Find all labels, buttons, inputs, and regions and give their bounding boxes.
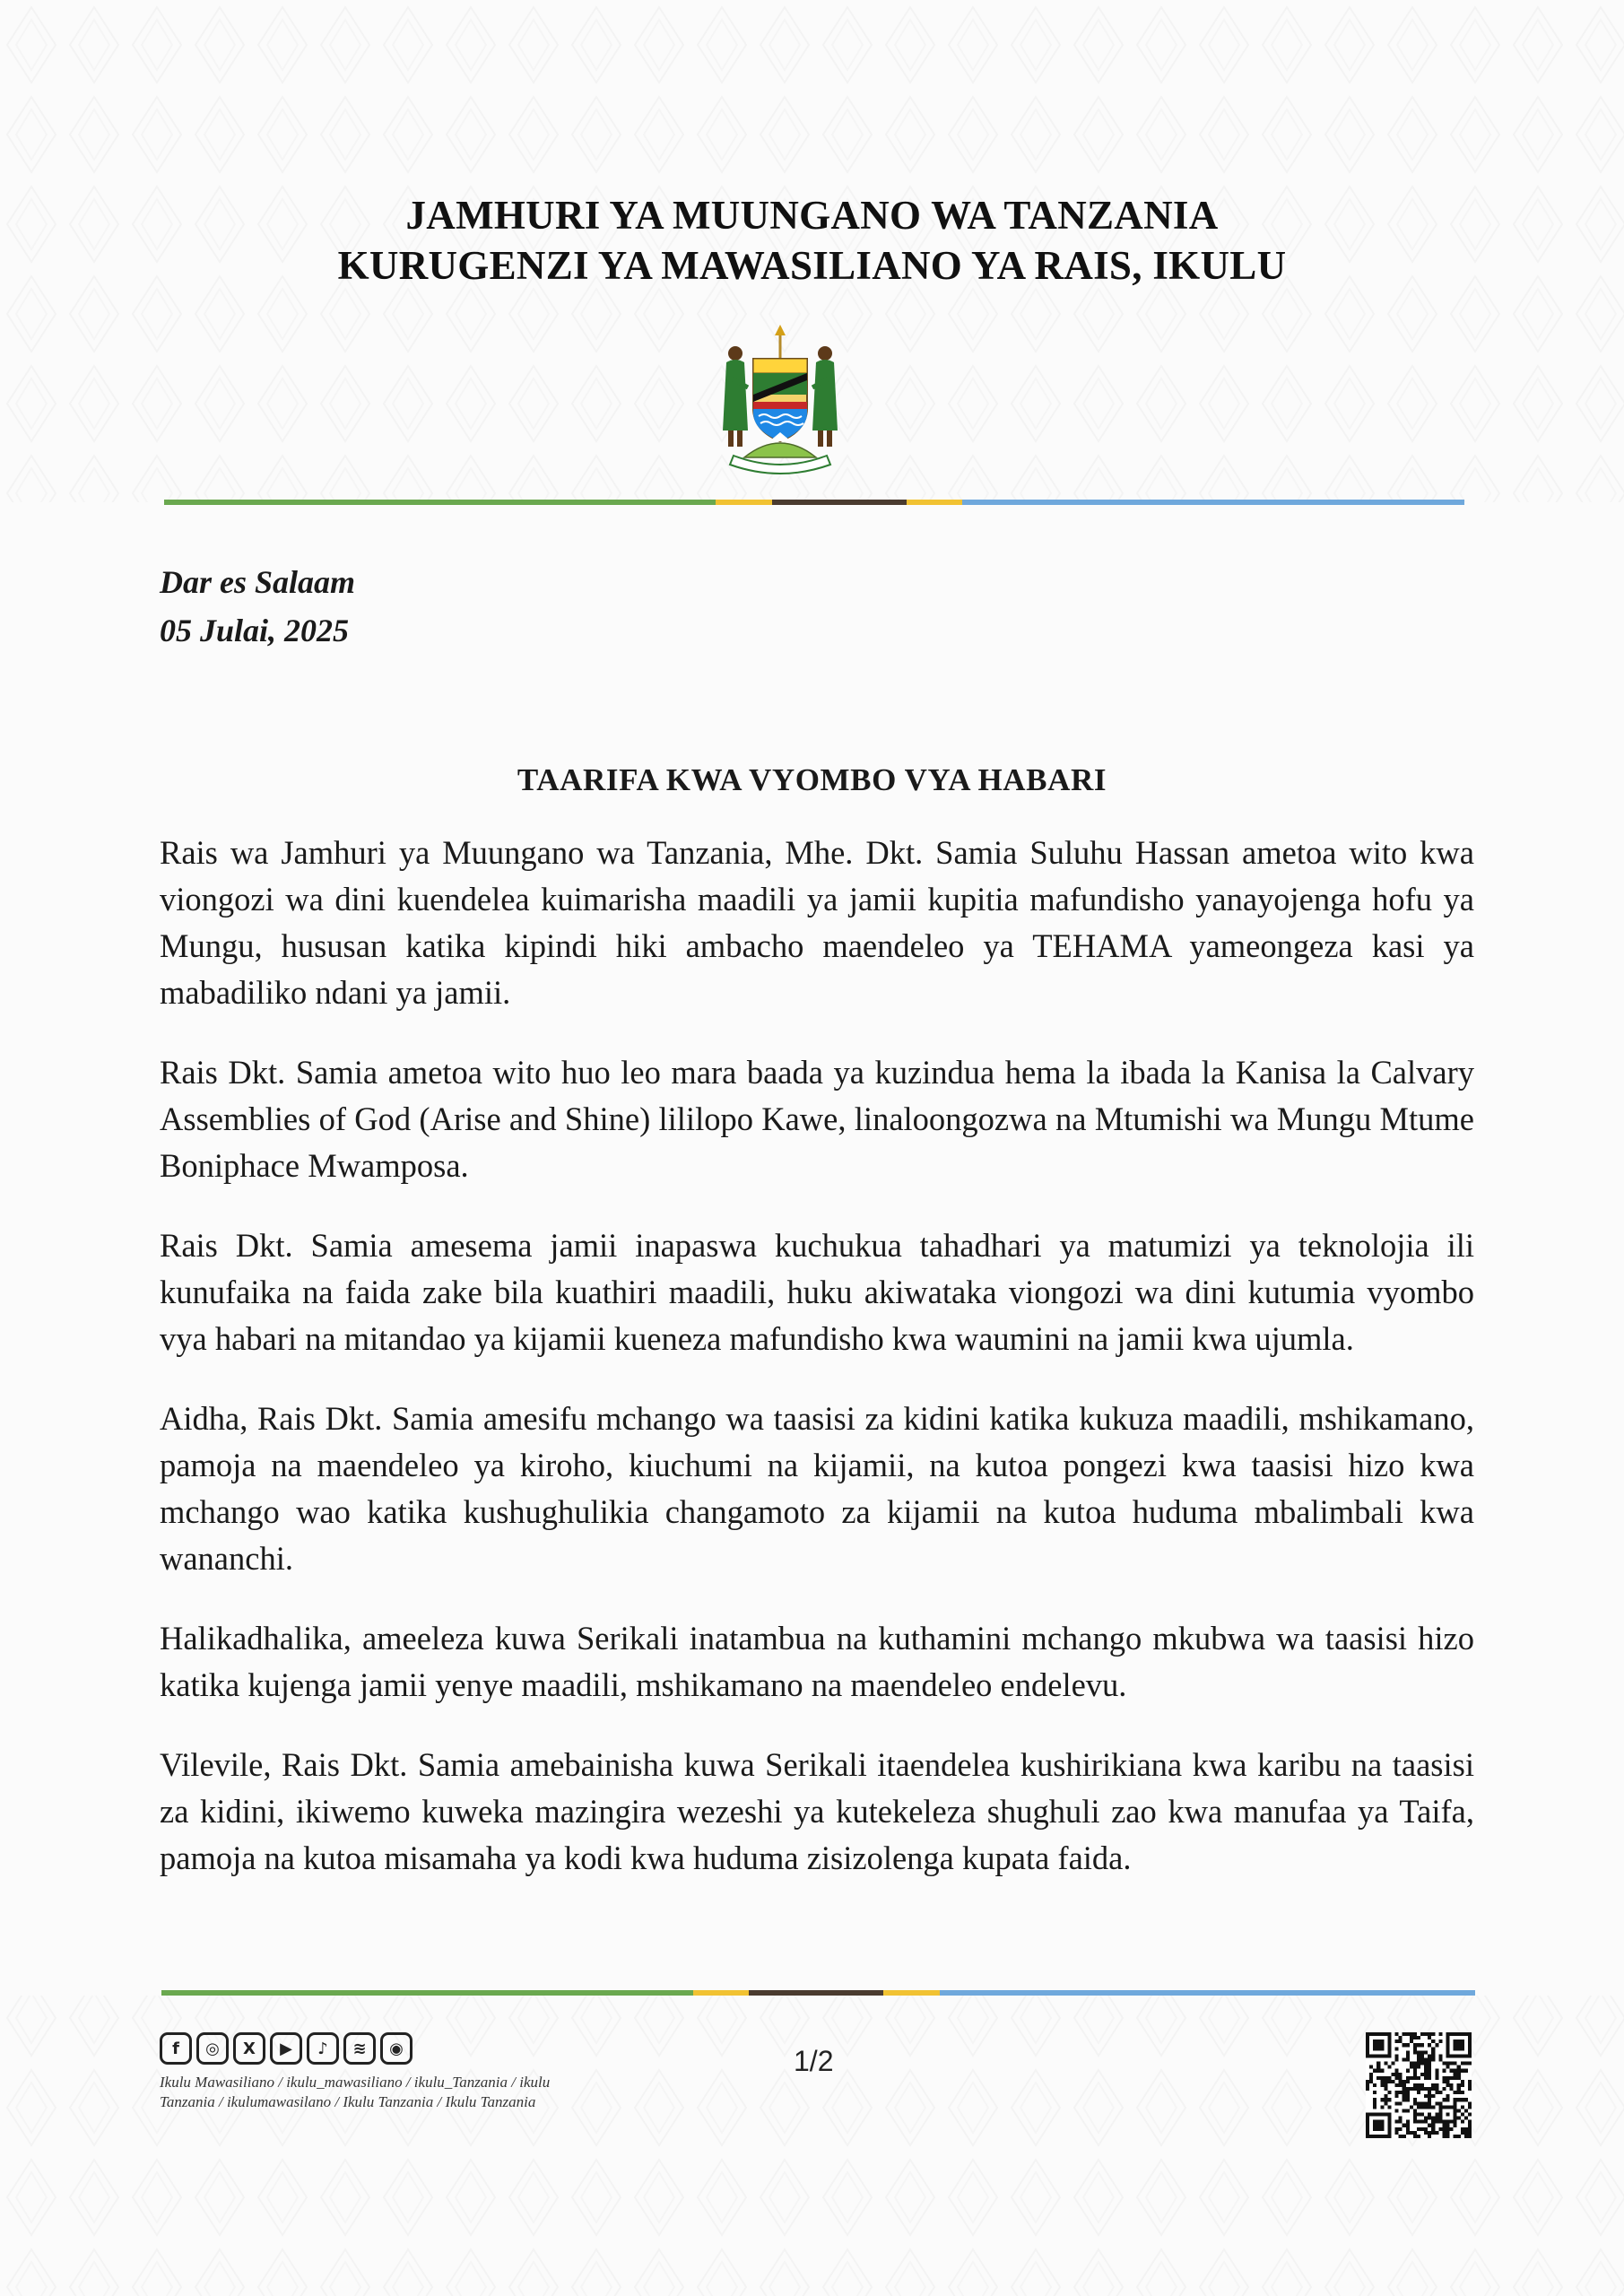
instagram-icon[interactable]: ◎ [196, 2032, 229, 2065]
paragraph: Vilevile, Rais Dkt. Samia amebainisha kuwa Serikali itaendelea kushirikiana kwa karibu na taasisi za kidini, ikiwemo kuweka mazingira wezeshi ya kutekeleza shughuli zao kwa manufaa ya Taifa, pamoja na kutoa misamaha ya kodi kwa huduma zisizolenga kupata faida. [160, 1746, 1474, 1876]
coat-of-arms-icon [708, 323, 852, 475]
dateline [160, 558, 355, 655]
social-handles: Ikulu Mawasiliano / ikulu_mawasiliano / ikulu_Tanzania / ikulu Tanzania / ikulumawasilano / Ikulu Tanzania / Ikulu Tanzania [160, 2074, 551, 2110]
header-divider [164, 500, 1464, 505]
paragraph: Rais wa Jamhuri ya Muungano wa Tanzania, Mhe. Dkt. Samia Suluhu Hassan ametoa wito kwa viongozi wa dini kuendelea kuimarisha maadili ya jamii kupitia mafundisho yanayojenga hofu ya Mungu, hususan katika kipindi hiki ambacho maendeleo ya TEHAMA yameongeza kasi ya mabadiliko ndani ya jamii. [160, 834, 1474, 1011]
spotify-icon[interactable]: ≋ [343, 2032, 376, 2065]
paragraph: Aidha, Rais Dkt. Samia amesifu mchango wa taasisi za kidini katika kukuza maadili, mshikamano, pamoja na maendeleo ya kiroho, kiuchumi na kijamii, na kutoa pongezi kwa taasisi hizo kwa mchango wao katika kushughulikia changamoto za kijamii na kutoa huduma mbalimbali kwa wananchi. [160, 1400, 1474, 1577]
paragraph: Rais Dkt. Samia ametoa wito huo leo mara baada ya kuzindua hema la ibada la Kanisa la Calvary Assemblies of God (Arise and Shine) lililopo Kawe, linaloongozwa na Mtumishi wa Mungu Mtume Boniphace Mwamposa. [160, 1054, 1474, 1184]
footer-divider [161, 1990, 1475, 1996]
letterhead-title [0, 190, 1624, 291]
document-heading: TAARIFA KWA VYOMBO VYA HABARI [517, 762, 1107, 797]
qr-code-icon [1366, 2032, 1472, 2138]
letterhead-line-2: KURUGENZI YA MAWASILIANO YA RAIS, IKULU [337, 243, 1287, 288]
page-number: 1/2 [794, 2045, 834, 2077]
dateline-place: Dar es Salaam [160, 564, 356, 600]
facebook-icon[interactable]: f [160, 2032, 192, 2065]
x-icon[interactable]: X [233, 2032, 265, 2065]
social-icons [160, 2032, 413, 2065]
dateline-date: 05 Julai, 2025 [160, 613, 350, 648]
letterhead-line-1: JAMHURI YA MUUNGANO WA TANZANIA [405, 193, 1219, 238]
youtube-icon[interactable]: ▶ [270, 2032, 302, 2065]
paragraph: Halikadhalika, ameeleza kuwa Serikali inatambua na kuthamini mchango mkubwa wa taasisi hizo katika kujenga jamii yenye maadili, mshikamano na maendeleo endelevu. [160, 1620, 1474, 1703]
body-text [160, 830, 1474, 1915]
paragraph: Rais Dkt. Samia amesema jamii inapaswa kuchukua tahadhari ya matumizi ya teknolojia ili kunufaika na faida zake bila kuathiri maadili, huku akiwataka viongozi wa dini kutumia vyombo vya habari na mitandao ya kijamii kueneza mafundisho kwa waumini na jamii kwa ujumla. [160, 1227, 1474, 1357]
tiktok-icon[interactable]: ♪ [307, 2032, 339, 2065]
podcast-icon[interactable]: ◉ [380, 2032, 413, 2065]
